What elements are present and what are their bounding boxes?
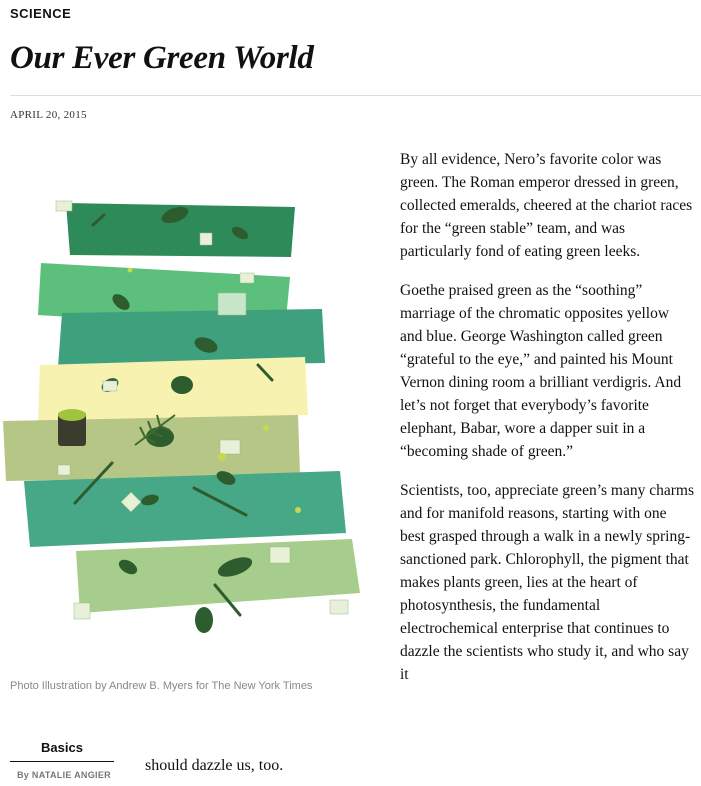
- column-tag[interactable]: [10, 740, 114, 762]
- article-body: [400, 148, 695, 702]
- paragraph: Goethe praised green as the “soothing” marriage of the chromatic opposites yellow and blue. George Washington called green “grateful to the eye,” and painted his Mount Vernon dining room a brilliant verdigris. And let’s not forget that everybody’s favorite elephant, Babar, wore a dapper suit in a “becoming shade of green.”: [400, 282, 682, 460]
- paragraph: Scientists, too, appreciate green’s many charms and for manifold reasons, starting with one best grasped through a walk in a newly spring-sanctioned park. Chlorophyll, the pigment that makes plants green, lies at the heart of photosynthesis, the fundamental electrochemical enterprise that continues to dazzle the scientists who study it, and who say it: [400, 482, 694, 683]
- section-label[interactable]: SCIENCE: [10, 6, 72, 21]
- paragraph: By all evidence, Nero’s favorite color was green. The Roman emperor dressed in green, collected emeralds, cheered at the chariot races for the “green stable” team, and was particularly fond of eating green leeks.: [400, 151, 693, 260]
- photo-caption: Photo Illustration by Andrew B. Myers for The New York Times: [10, 680, 313, 692]
- publish-date: APRIL 20, 2015: [10, 109, 87, 121]
- divider: [10, 95, 701, 96]
- byline: By NATALIE ANGIER: [17, 770, 111, 780]
- paint-can-icon: [58, 409, 86, 446]
- headline: Our Ever Green World: [10, 40, 314, 76]
- paragraph-continuation: should dazzle us, too.: [145, 757, 284, 774]
- photo-illustration: [0, 175, 380, 645]
- column-name[interactable]: Basics: [10, 740, 114, 762]
